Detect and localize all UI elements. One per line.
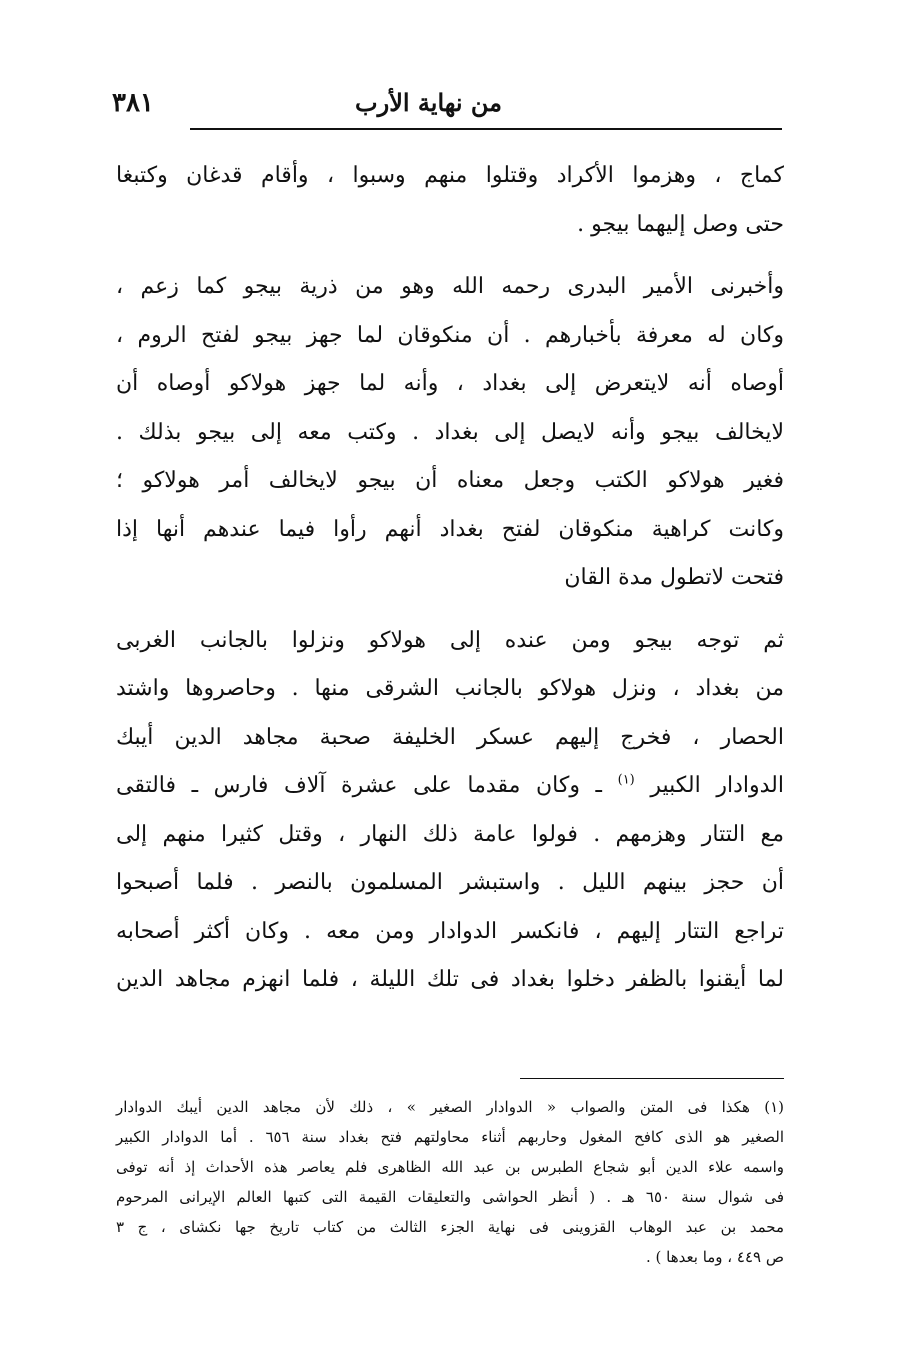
text-line: وكان له معرفة بأخبارهم . أن منكوقان لما جهز بيجو لفتح الروم ، <box>116 322 784 348</box>
text-line: الحصار ، فخرج إليهم عسكر الخليفة صحبة مجاهد الدين أيبك <box>116 724 784 750</box>
header-rule <box>190 128 782 130</box>
running-title: من نهاية الأرب <box>355 88 502 117</box>
text-segment: ـ وكان مقدما على عشرة آلاف فارس ـ فالتقى <box>116 773 602 798</box>
paragraph-3 <box>116 617 784 1005</box>
text-line: حتى وصل إليهما بيجو . <box>577 211 784 237</box>
footnote-rule <box>520 1078 784 1079</box>
footnote-line: فى شوال سنة ٦٥٠ هـ . ( أنظر الحواشى والتعليقات القيمة التى كتبها العالم الإيرانى المرحوم <box>116 1188 785 1206</box>
text-line: أن حجز بينهم الليل . واستبشر المسلمون بالنصر . فلما أصبحوا <box>116 870 784 895</box>
footnote-reference: (١) <box>617 772 635 788</box>
paragraph-1 <box>116 152 784 249</box>
text-line: وكانت كراهية منكوقان لفتح بغداد أنهم رأوا فيما عندهم أنها إذا <box>116 516 784 542</box>
text-segment: الدوادار الكبير <box>650 773 784 798</box>
text-line: كماج ، وهزموا الأكراد وقتلوا منهم وسبوا ، وأقام قدغان وكتبغا <box>116 163 784 188</box>
text-line-with-footnote-ref <box>116 762 784 811</box>
footnote-line: محمد بن عبد الوهاب القزوينى فى نهاية الجزء الثالث من كتاب تاريخ جها نكشاى ، ج ٣ <box>116 1218 784 1236</box>
page-header <box>112 88 784 124</box>
text-line: فغير هولاكو الكتب وجعل معناه أن بيجو لايخالف أمر هولاكو ؛ <box>116 468 784 493</box>
text-line: لايخالف بيجو وأنه لايصل إلى بغداد . وكتب معه إلى بيجو بذلك . <box>116 419 784 445</box>
footnote <box>116 1092 784 1272</box>
footnote-line: (١) هكذا فى المتن والصواب « الدوادار الصغير » ، ذلك لأن مجاهد الدين أيبك الدوادار <box>116 1098 784 1116</box>
text-line: تراجع التتار إليهم ، فانكسر الدوادار ومن معه . وكان أكثر أصحابه <box>116 918 784 944</box>
text-line: مع التتار وهزمهم . فولوا عامة ذلك النهار ، وقتل كثيرا منهم إلى <box>116 821 784 847</box>
footnote-line: ص ٤٤٩ ، وما بعدها ) . <box>646 1248 784 1266</box>
page-number: ٣٨١ <box>112 88 154 118</box>
text-line: ثم توجه بيجو ومن عنده إلى هولاكو ونزلوا بالجانب الغربى <box>116 627 784 653</box>
footnote-line: الصغير هو الذى كافح المغول وحاربهم أثناء محاولتهم فتح بغداد سنة ٦٥٦ . أما الدوادار الكبير <box>116 1128 784 1146</box>
text-line: فتحت لاتطول مدة القان <box>564 565 784 590</box>
paragraph-2 <box>116 263 784 603</box>
body-text <box>116 152 784 1005</box>
footnote-line: واسمه علاء الدين أبو شجاع الطبرس بن عبد الله الظاهرى فلم يعاصر هذه الأحداث إذ أنه توفى <box>116 1158 784 1176</box>
text-line: وأخبرنى الأمير البدرى رحمه الله وهو من ذرية بيجو كما زعم ، <box>116 274 784 299</box>
text-line: من بغداد ، ونزل هولاكو بالجانب الشرقى منها . وحاصروها واشتد <box>116 676 784 701</box>
text-line: لما أيقنوا بالظفر دخلوا بغداد فى تلك الليلة ، فلما انهزم مجاهد الدين <box>116 967 784 992</box>
text-line: أوصاه أنه لايتعرض إلى بغداد ، وأنه لما جهز هولاكو أوصاه أن <box>116 371 784 396</box>
